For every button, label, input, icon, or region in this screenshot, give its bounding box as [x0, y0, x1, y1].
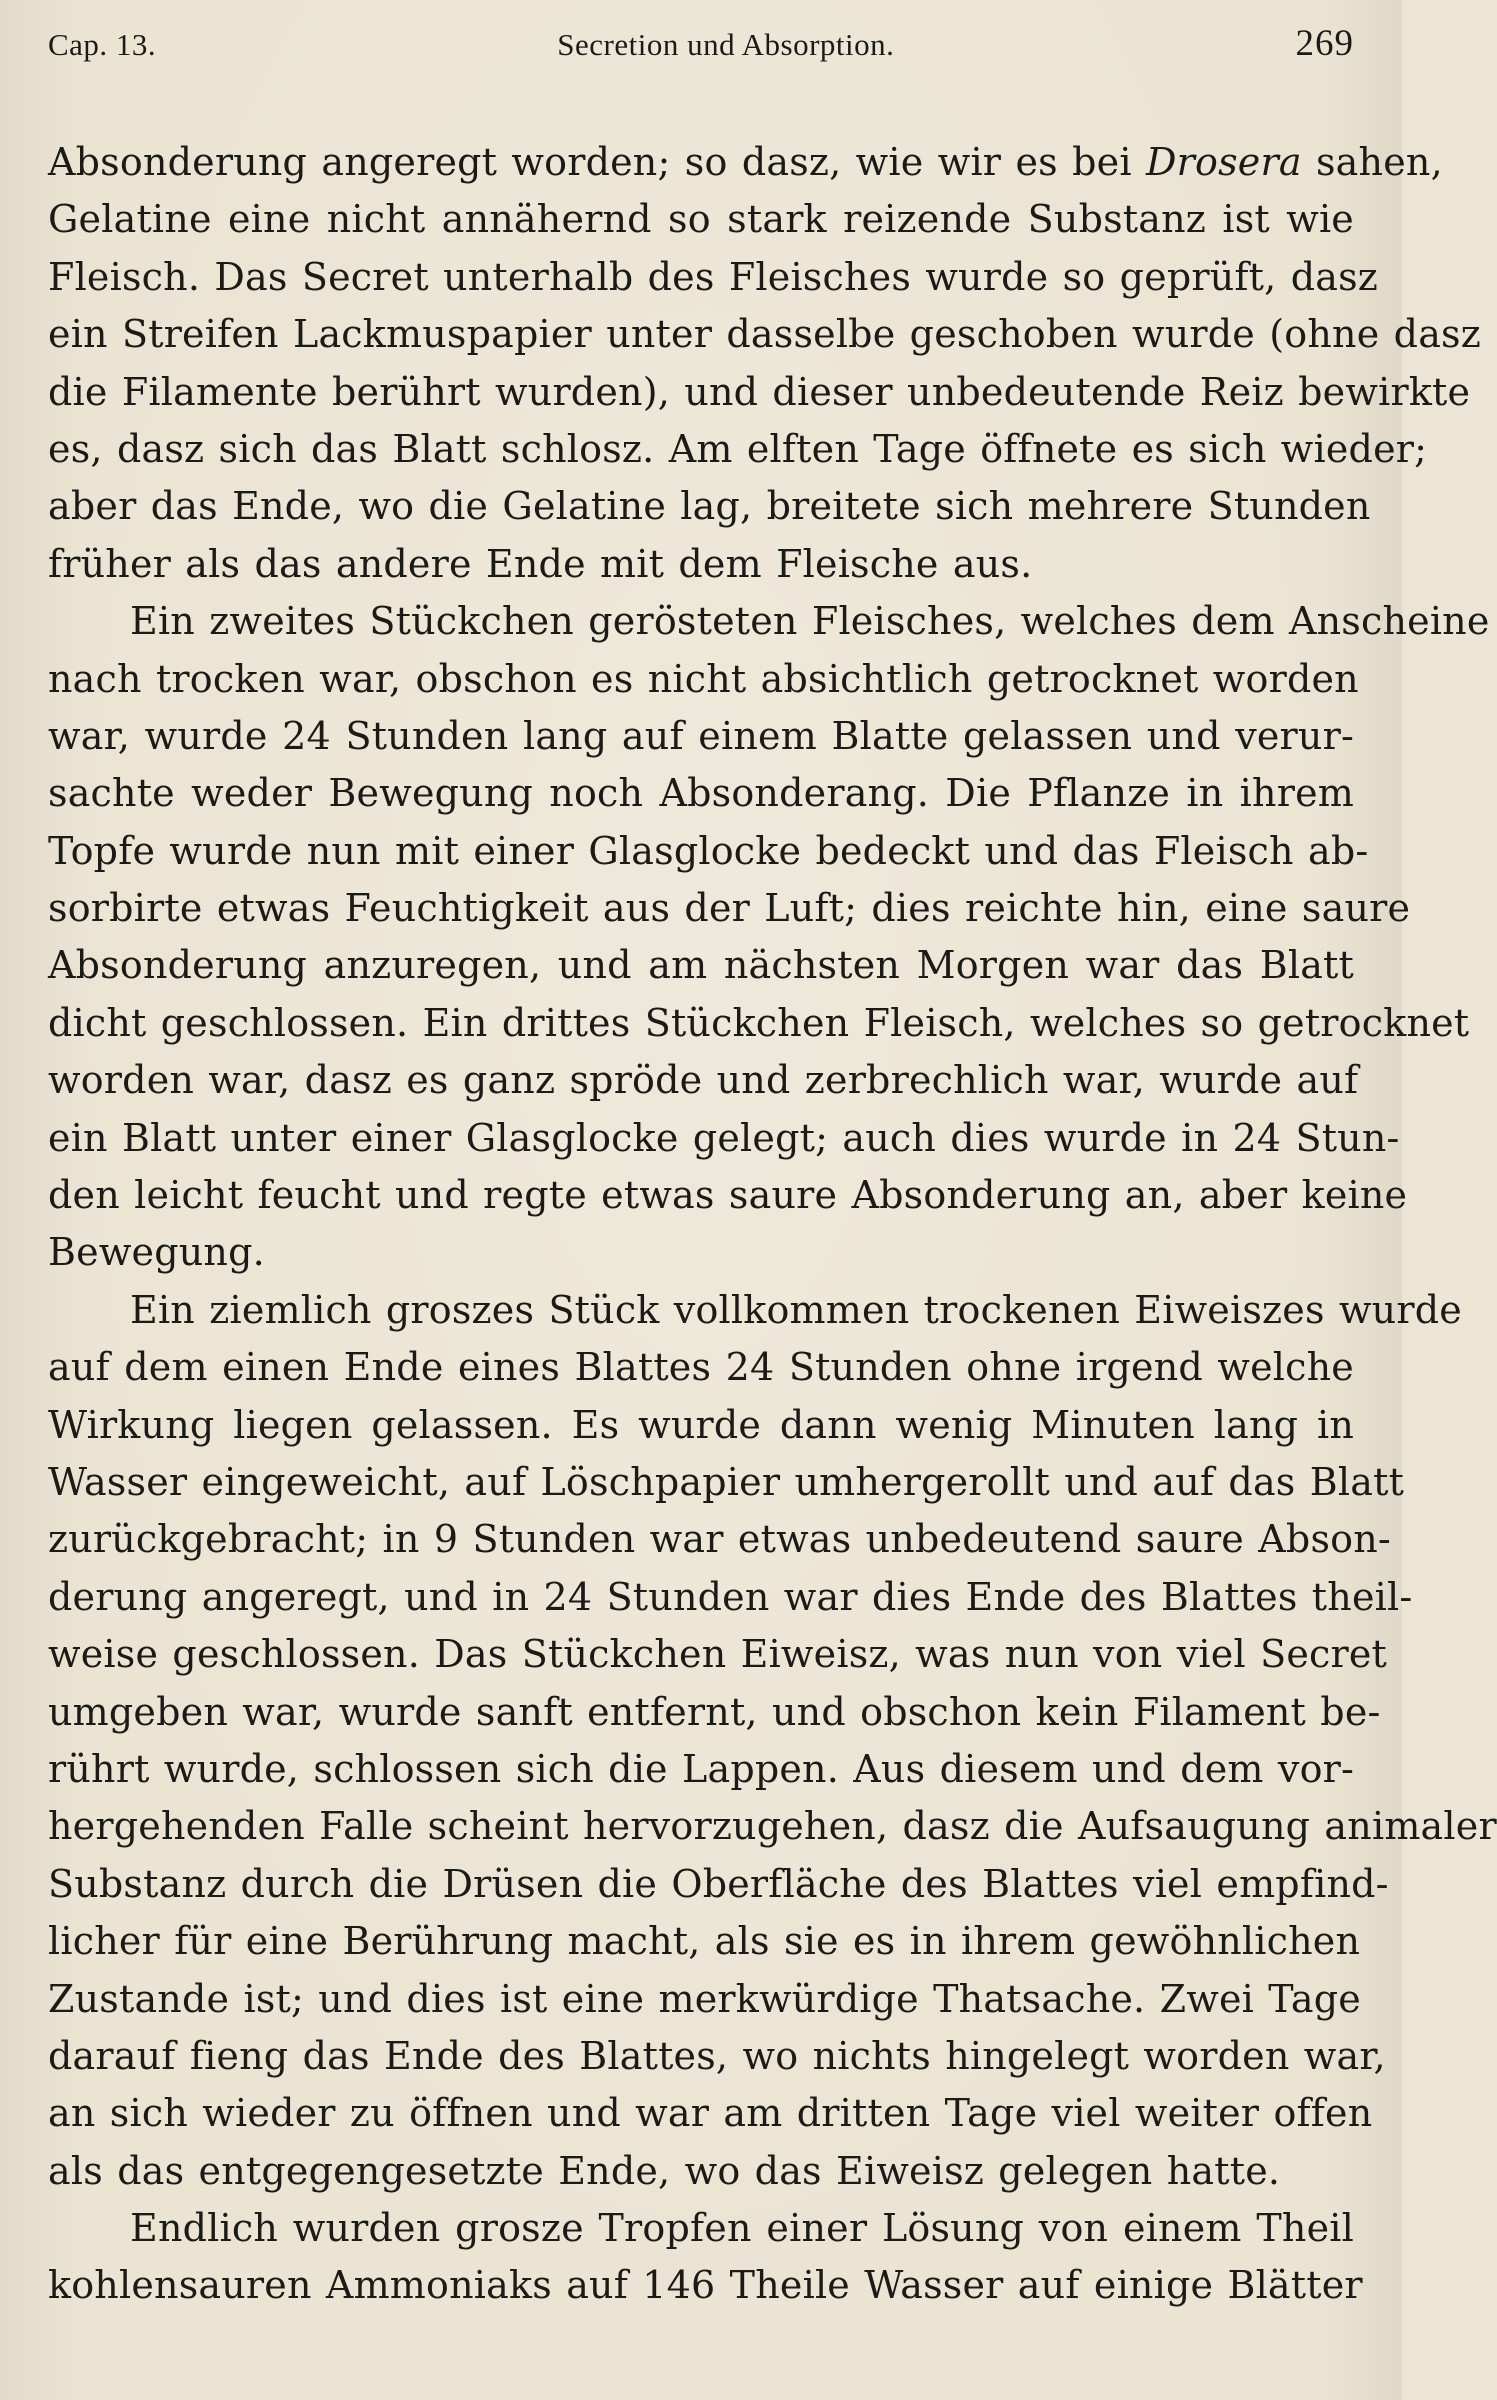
text-line: Gelatine eine nicht annähernd so stark reizende Substanz ist wie: [48, 197, 1354, 242]
text-line: sorbirte etwas Feuchtigkeit aus der Luft; dies reichte hin, eine saure: [48, 886, 1411, 931]
text-line: sachte weder Bewegung noch Absonderang. Die Pflanze in ihrem: [48, 771, 1354, 816]
text-line: aber das Ende, wo die Gelatine lag, breitete sich mehrere Stunden: [48, 484, 1371, 529]
body-text: [48, 134, 1497, 2315]
paragraph-start: Ein ziemlich groszes Stück vollkommen trockenen Eiweiszes wurde: [130, 1287, 1462, 1332]
page-number: 269: [1295, 23, 1354, 64]
text-line: Bewegung.: [48, 1230, 265, 1275]
paragraph-start: Endlich wurden grosze Tropfen einer Lösung von einem Theil: [130, 2206, 1354, 2251]
text-line: Substanz durch die Drüsen die Oberfläche des Blattes viel empfind-: [48, 1861, 1389, 1906]
text-line: den leicht feucht und regte etwas saure Absonderung an, aber keine: [48, 1173, 1408, 1218]
text-line: Zustande ist; und dies ist eine merkwürdige Thatsache. Zwei Tage: [48, 1976, 1361, 2021]
paragraph-start: Ein zweites Stückchen gerösteten Fleisches, welches dem Anscheine: [130, 599, 1490, 644]
text-line: zurückgebracht; in 9 Stunden war etwas unbedeutend saure Abson-: [48, 1517, 1391, 1562]
text-line: weise geschlossen. Das Stückchen Eiweisz, was nun von viel Secret: [48, 1632, 1388, 1677]
text-line: ein Streifen Lackmuspapier unter dasselbe geschoben wurde (ohne dasz: [48, 312, 1481, 357]
text-line: ein Blatt unter einer Glasglocke gelegt; auch dies wurde in 24 Stun-: [48, 1115, 1400, 1160]
text-line: Fleisch. Das Secret unterhalb des Fleisches wurde so geprüft, dasz: [48, 254, 1379, 299]
text-line: kohlensauren Ammoniaks auf 146 Theile Wasser auf einige Blätter: [48, 2263, 1363, 2308]
text-line: Wasser eingeweicht, auf Löschpapier umhergerollt und auf das Blatt: [48, 1459, 1405, 1504]
text-line: worden war, dasz es ganz spröde und zerbrechlich war, wurde auf: [48, 1058, 1359, 1103]
text-line: dicht geschlossen. Ein drittes Stückchen Fleisch, welches so getrocknet: [48, 1000, 1470, 1045]
text-line: die Filamente berührt wurden), und dieser unbedeutende Reiz bewirkte: [48, 369, 1471, 414]
text-line: umgeben war, wurde sanft entfernt, und obschon kein Filament be-: [48, 1689, 1381, 1734]
text-line: darauf fieng das Ende des Blattes, wo nichts hingelegt worden war,: [48, 2033, 1386, 2078]
text-line: auf dem einen Ende eines Blattes 24 Stunden ohne irgend welche: [48, 1345, 1354, 1390]
running-title: Secretion und Absorption.: [557, 27, 895, 62]
text-line: licher für eine Berührung macht, als sie es in ihrem gewöhnlichen: [48, 1919, 1361, 1964]
text-line: derung angeregt, und in 24 Stunden war dies Ende des Blattes theil-: [48, 1574, 1413, 1619]
text-line: rührt wurde, schlossen sich die Lappen. Aus diesem und dem vor-: [48, 1746, 1355, 1791]
chapter-label: Cap. 13.: [48, 27, 157, 62]
text-line: Absonderung anzuregen, und am nächsten Morgen war das Blatt: [48, 943, 1354, 988]
text-line: nach trocken war, obschon es nicht absichtlich getrocknet worden: [48, 656, 1359, 701]
text-line: Absonderung angeregt worden; so dasz, wie wir es bei Drosera sahen,: [48, 140, 1443, 184]
text-line: als das entgegengesetzte Ende, wo das Eiweisz gelegen hatte.: [48, 2148, 1281, 2193]
text-line: es, dasz sich das Blatt schlosz. Am elften Tage öffnete es sich wieder;: [48, 426, 1428, 471]
text-line: Topfe wurde nun mit einer Glasglocke bedeckt und das Fleisch ab-: [48, 828, 1369, 873]
text-line: Wirkung liegen gelassen. Es wurde dann wenig Minuten lang in: [48, 1402, 1354, 1447]
text-line: früher als das andere Ende mit dem Fleische aus.: [48, 541, 1033, 586]
text-line: war, wurde 24 Stunden lang auf einem Blatte gelassen und verur-: [48, 713, 1354, 758]
running-head: [48, 22, 1354, 82]
text-line: hergehenden Falle scheint hervorzugehen, dasz die Aufsaugung animaler: [48, 1804, 1497, 1849]
text-line: an sich wieder zu öffnen und war am dritten Tage viel weiter offen: [48, 2091, 1373, 2136]
taxon-drosera: Drosera: [1145, 140, 1302, 184]
